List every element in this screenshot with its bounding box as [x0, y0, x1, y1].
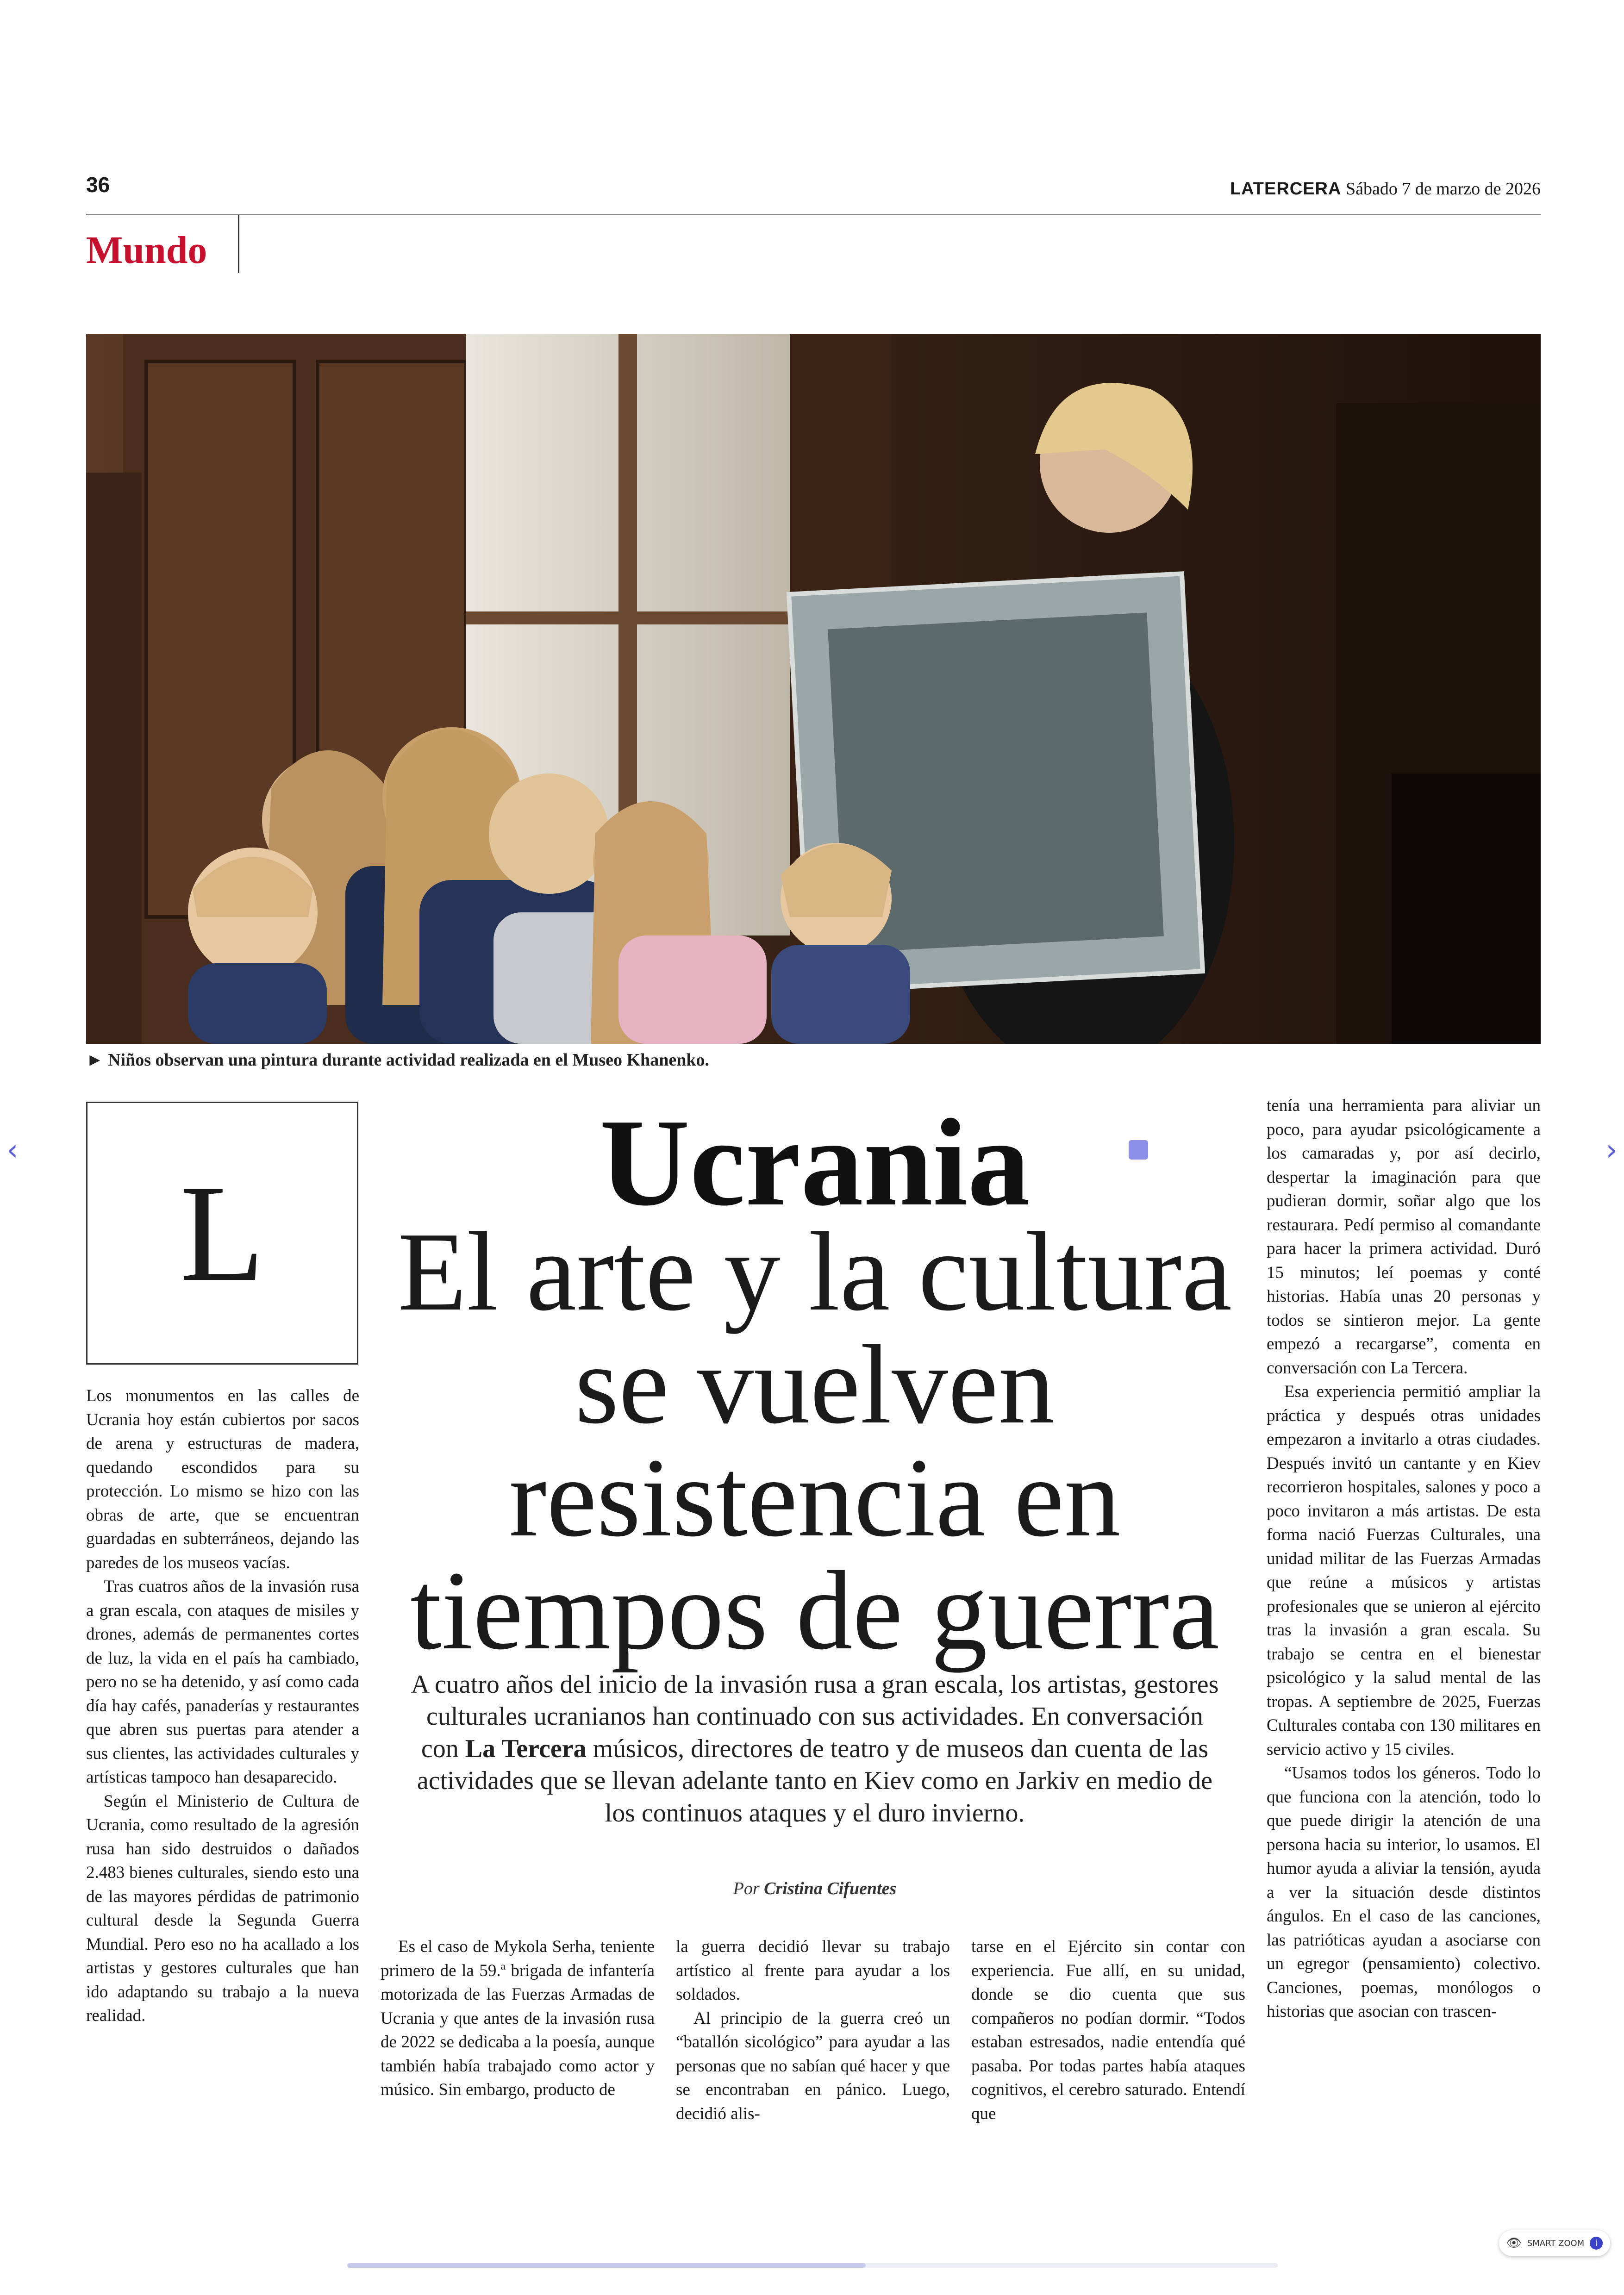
- deck-text: A cuatro años del inicio de la invasión rusa a gran escala, los artistas, gestores culturales ucranianos han continuado con sus actividades. En conversación con: [411, 1670, 1219, 1763]
- masthead: [1230, 179, 1541, 199]
- reading-progress-fill: [347, 2263, 866, 2268]
- previous-page-arrow-icon[interactable]: ‹: [6, 1133, 19, 1167]
- photo-caption: ► Niños observan una pintura durante actividad realizada en el Museo Khanenko.: [86, 1050, 709, 1070]
- body-column-1: [86, 1384, 359, 2028]
- article-deck: [407, 1669, 1222, 1829]
- article-kicker: Ucrania: [600, 1093, 1030, 1232]
- paragraph: Tras cuatros años de la invasión rusa a gran escala, con ataques de misiles y drones, además de permanentes cortes de luz, la vida en el país ha cambiado, pero no se ha detenido, y así como cada día hay cafés, panaderías y restaurantes que abren sus puertas para atender a sus clientes, las actividades culturales y artísticas tampoco han desaparecido.: [86, 1577, 359, 1787]
- paragraph: Los monumentos en las calles de Ucrania hoy están cubiertos por sacos de arena y estructuras de madera, quedando escondidos para su protección. Lo mismo se hizo con las obras de arte, que se encuentran guardadas en subterráneos, dejando las paredes de los museos vacías.: [86, 1386, 359, 1572]
- headline-line: tiempos de guerra: [410, 1548, 1220, 1673]
- brand-name: LATERCERA: [1230, 179, 1342, 199]
- paragraph: “Usamos todos los géneros. Todo lo que funciona con la atención, todo lo que puede dirigir la atención de una persona hacia su interior, lo usamos. El humor ayuda a aliviar la tensión, ayuda a ver la situación desde distintos ángulos. En el caso de las canciones, las patrióticas ayudan a asociarse con un egregor (pensamiento) colectivo. Canciones, poemas, monólogos o historias que asocian con trascen-: [1267, 1764, 1541, 2021]
- smart-zoom-label: SMART ZOOM: [1527, 2238, 1585, 2248]
- byline-author: Cristina Cifuentes: [764, 1879, 897, 1898]
- body-column-2: [381, 1935, 655, 2102]
- issue-date: Sábado 7 de marzo de 2026: [1345, 179, 1541, 199]
- note-icon[interactable]: [1129, 1140, 1148, 1160]
- next-page-arrow-icon[interactable]: ›: [1605, 1133, 1618, 1167]
- smart-zoom-button[interactable]: [1499, 2230, 1610, 2256]
- eye-icon: 👁: [1506, 2236, 1522, 2250]
- paragraph: Esa experiencia permitió ampliar la práctica y después otras unidades empezaron a invitarlo a otras ciudades. Después invitó un cantante y en Kiev recorrieron hospitales, salones y poco a poco invitaron a más artistas. De esta forma nació Fuerzas Culturales, una unidad militar de las Fuerzas Armadas que reúne a músicos y artistas profesionales que se unieron al ejército tras la invasión a gran escala. Su trabajo se centra en el bienestar psicológico y la salud mental de las tropas. A septiembre de 2025, Fuerzas Culturales contaba con 130 militares en servicio activo y 15 civiles.: [1267, 1382, 1541, 1759]
- section-divider: [238, 215, 239, 273]
- paragraph: Al principio de la guerra creó un “batallón sicológico” para ayudar a las personas que no sabían qué hacer y que se encontraban en pánico. Luego, decidió alis-: [676, 2008, 950, 2123]
- drop-cap: L: [180, 1156, 265, 1310]
- headline-line: El arte y la cultura: [397, 1209, 1232, 1334]
- paragraph: Es el caso de Mykola Serha, teniente primero de la 59.ª brigada de infantería motorizada de las Fuerzas Armadas de Ucrania y que antes de la invasión rusa de 2022 se dedicaba a la poesía, aunque también había trabajado como actor y músico. Sin embargo, producto de: [381, 1937, 655, 2099]
- article-headline: [384, 1209, 1245, 1673]
- paragraph: Según el Ministerio de Cultura de Ucrania, como resultado de la agresión rusa han sido destruidos o dañados 2.483 bienes culturales, siendo esto una de las mayores pérdidas de patrimonio cultural desde la Segunda Guerra Mundial. Pero eso no ha acallado a los artistas y gestores culturales que han ido adaptando su trabajo a la nueva realidad.: [86, 1791, 359, 2025]
- deck-text: músicos, directores de teatro y de museos dan cuenta de las actividades que se llevan adelante tanto en Kiev como en Jarkiv en medio de los continuos ataques y el duro invierno.: [417, 1734, 1213, 1827]
- deck-bold: La Tercera: [465, 1734, 587, 1763]
- body-column-3: [676, 1935, 950, 2126]
- headline-line: se vuelven: [575, 1322, 1055, 1447]
- section-title: Mundo: [86, 229, 207, 272]
- byline: [407, 1878, 1222, 1899]
- paragraph: la guerra decidió llevar su trabajo artístico al frente para ayudar a los soldados.: [676, 1937, 950, 2004]
- info-icon: i: [1590, 2237, 1603, 2250]
- byline-prefix: Por: [733, 1879, 764, 1898]
- paragraph: tenía una herramienta para aliviar un poco, para ayudar psicológicamente a los camaradas y, por así decirlo, despertar la imaginación para que pudieran dormir, soñar algo que los restaurara. Pedí permiso al comandante para hacer la primera actividad. Duró 15 minutos; leí poemas y conté historias. Había unas 20 personas y todos se sintieron mejor. La gente empezó a recargarse”, comenta en conversación con La Tercera.: [1267, 1096, 1541, 1378]
- header-rule: [86, 214, 1541, 215]
- headline-line: resistencia en: [509, 1435, 1121, 1560]
- body-column-4: [971, 1935, 1245, 2126]
- body-column-5: [1267, 1094, 1541, 2024]
- paragraph: tarse en el Ejército sin contar con experiencia. Fue allí, en su unidad, donde se dio cuenta que sus compañeros no podían dormir. “Todos estaban estresados, nadie entendía qué pasaba. Por todas partes había ataques cognitivos, el cerebro saturado. Entendí que: [971, 1937, 1245, 2123]
- photo-illustration: [86, 334, 1541, 1044]
- article-photo: [86, 334, 1541, 1044]
- page-number: 36: [86, 173, 110, 197]
